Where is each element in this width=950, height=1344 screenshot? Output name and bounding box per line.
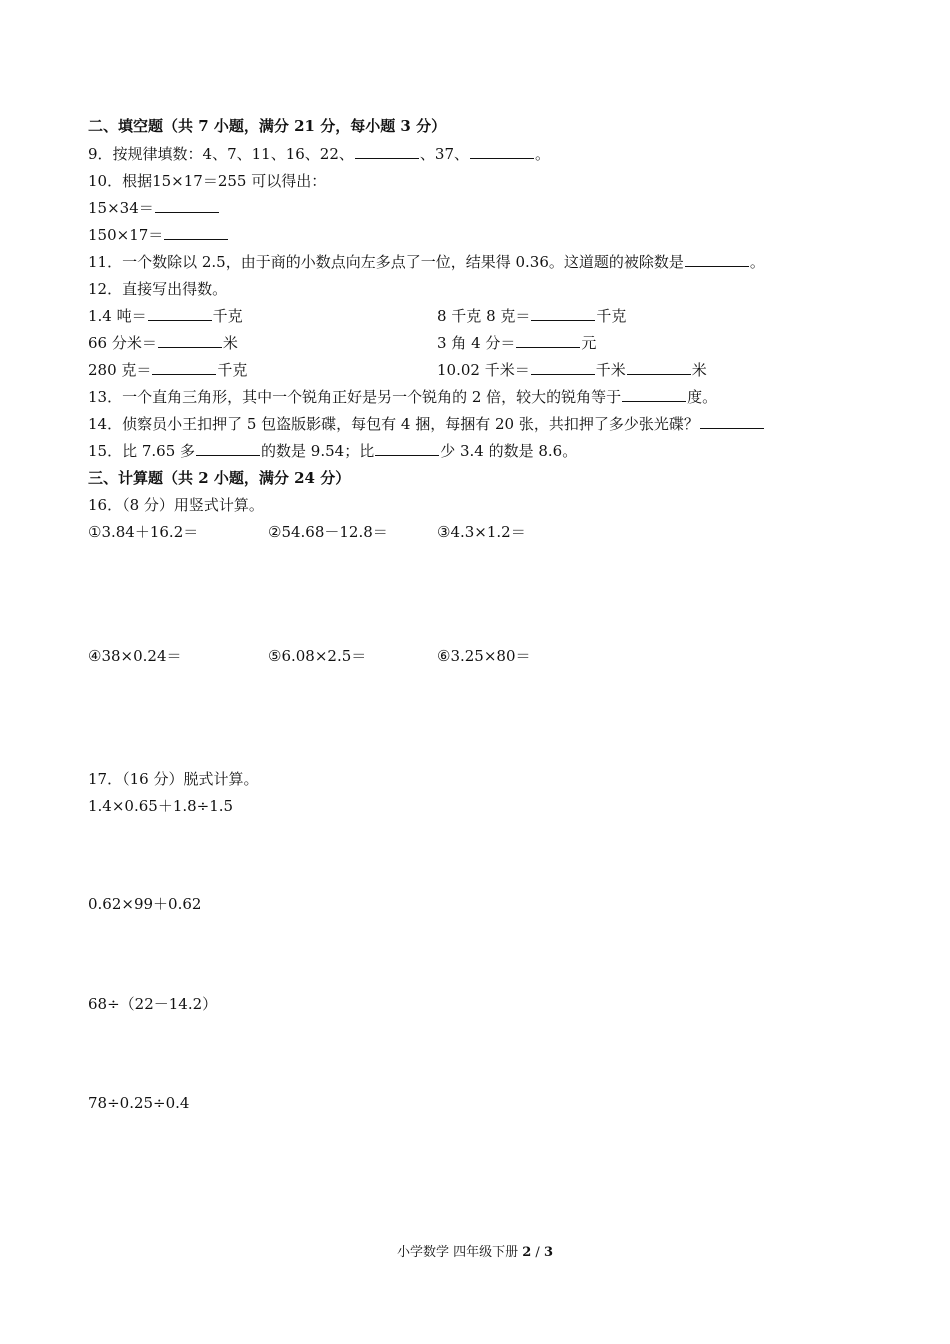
q16-problem-4: ④38×0.24＝	[88, 647, 182, 665]
question-12-row2a	[88, 333, 238, 353]
answer-blank[interactable]	[627, 360, 691, 375]
q16-problem-1: ①3.84＋16.2＝	[88, 523, 199, 541]
answer-blank[interactable]	[375, 441, 439, 456]
question-10: 10．根据15×17＝255 可以得出：	[88, 172, 327, 190]
q12-r3b-mid: 千米	[595, 361, 626, 379]
q16-problem-3: ③4.3×1.2＝	[437, 523, 526, 541]
q12-r2a-pre: 66 分米＝	[88, 334, 157, 352]
footer-separator: /	[531, 1245, 544, 1260]
q12-r2b-pre: 3 角 4 分＝	[437, 334, 516, 352]
answer-blank[interactable]	[700, 414, 764, 429]
question-9-mid: 、37、	[419, 145, 469, 163]
q12-r1a-post: 千克	[212, 307, 243, 325]
question-10-b-text: 150×17＝	[88, 226, 164, 244]
question-11	[88, 252, 765, 272]
answer-blank[interactable]	[685, 252, 749, 267]
question-14	[88, 414, 765, 434]
question-13	[88, 387, 717, 407]
answer-blank[interactable]	[164, 225, 228, 240]
q16-problem-5: ⑤6.08×2.5＝	[268, 647, 367, 665]
q17-expression-3: 68÷（22－14.2）	[88, 995, 218, 1013]
question-11-text: 11．一个数除以 2.5，由于商的小数点向左多点了一位，结果得 0.36。这道题的被除数是	[88, 253, 684, 271]
answer-blank[interactable]	[152, 360, 216, 375]
question-12: 12．直接写出得数。	[88, 280, 228, 298]
question-9-end: 。	[535, 145, 551, 163]
question-12-row3a	[88, 360, 247, 380]
footer-subject: 小学数学 四年级下册	[396, 1245, 523, 1260]
question-10-a-text: 15×34＝	[88, 199, 154, 217]
question-10-b	[88, 225, 229, 245]
question-12-row2b	[437, 333, 596, 353]
q17-expression-1: 1.4×0.65＋1.8÷1.5	[88, 797, 234, 815]
footer-page-number: 2	[522, 1245, 532, 1260]
answer-blank[interactable]	[531, 360, 595, 375]
question-10-a	[88, 198, 220, 218]
question-17: 17．（16 分）脱式计算。	[88, 770, 259, 788]
answer-blank[interactable]	[622, 387, 686, 402]
question-15-post: 少 3.4 的数是 8.6。	[440, 442, 578, 460]
answer-blank[interactable]	[155, 198, 219, 213]
q12-r3a-post: 千克	[217, 361, 248, 379]
question-12-row1b	[437, 306, 626, 326]
section-2-title: 二、填空题（共 7 小题，满分 21 分，每小题 3 分）	[88, 117, 447, 135]
q12-r2a-post: 米	[222, 334, 238, 352]
question-16: 16．（8 分）用竖式计算。	[88, 496, 264, 514]
q12-r1b-post: 千克	[596, 307, 627, 325]
q12-r2b-post: 元	[581, 334, 597, 352]
q12-r3a-pre: 280 克＝	[88, 361, 152, 379]
q16-problem-2: ②54.68－12.8＝	[268, 523, 388, 541]
answer-blank[interactable]	[158, 333, 222, 348]
question-12-row3b	[437, 360, 707, 380]
question-11-end: 。	[749, 253, 765, 271]
footer-page-total: 3	[543, 1245, 553, 1260]
question-9-text: 9．按规律填数：4、7、11、16、22、	[88, 145, 354, 163]
question-13-text: 13．一个直角三角形，其中一个锐角正好是另一个锐角的 2 倍，较大的锐角等于	[88, 388, 622, 406]
answer-blank[interactable]	[148, 306, 212, 321]
q17-expression-4: 78÷0.25÷0.4	[88, 1094, 190, 1112]
q16-problem-6: ⑥3.25×80＝	[437, 647, 531, 665]
section-3-title: 三、计算题（共 2 小题，满分 24 分）	[88, 469, 351, 487]
answer-blank[interactable]	[196, 441, 260, 456]
q17-expression-2: 0.62×99＋0.62	[88, 895, 202, 913]
q12-r1a-pre: 1.4 吨＝	[88, 307, 147, 325]
question-12-row1a	[88, 306, 243, 326]
q12-r3b-pre: 10.02 千米＝	[437, 361, 530, 379]
page-footer	[0, 1244, 950, 1262]
answer-blank[interactable]	[531, 306, 595, 321]
answer-blank[interactable]	[470, 144, 534, 159]
answer-blank[interactable]	[516, 333, 580, 348]
question-15	[88, 441, 577, 461]
question-9	[88, 144, 550, 164]
q12-r1b-pre: 8 千克 8 克＝	[437, 307, 531, 325]
question-15-mid: 的数是 9.54；比	[261, 442, 375, 460]
question-15-pre: 15．比 7.65 多	[88, 442, 196, 460]
question-13-end: 度。	[687, 388, 718, 406]
q12-r3b-post: 米	[691, 361, 707, 379]
question-14-text: 14．侦察员小王扣押了 5 包盗版影碟，每包有 4 捆，每捆有 20 张，共扣押了多少张光碟？	[88, 415, 699, 433]
answer-blank[interactable]	[355, 144, 419, 159]
